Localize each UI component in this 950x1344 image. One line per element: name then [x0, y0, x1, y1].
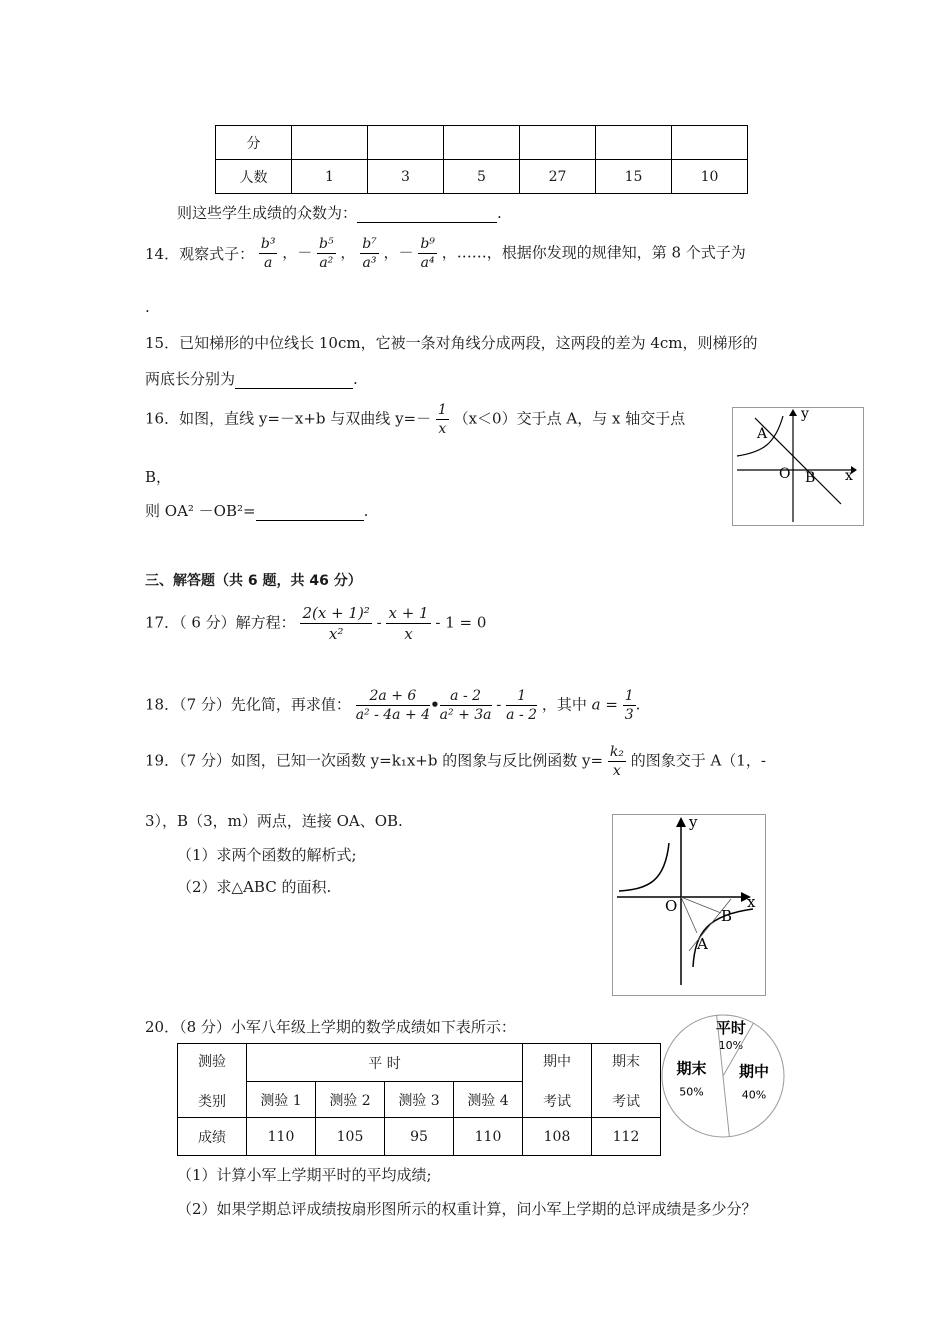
section-heading: 三、解答题（共 6 题，共 46 分）	[145, 573, 362, 589]
table-cell: 27	[520, 160, 596, 194]
table-header: 期末 考试	[592, 1044, 661, 1118]
table-header: 测验 4	[454, 1082, 523, 1118]
pie-slice-label: 期末	[676, 1059, 707, 1078]
answer-blank	[357, 206, 497, 223]
y-axis-label: y	[801, 408, 809, 422]
q19-figure	[612, 814, 766, 996]
table-header: 测验 3	[385, 1082, 454, 1118]
fraction: $\frac{\text{2(x + 1)²}}{\text{x²}}$	[302, 604, 370, 643]
answer-blank	[256, 504, 364, 521]
answer-blank	[235, 372, 353, 389]
table-row-label: 成绩	[178, 1118, 247, 1156]
fraction: $\frac{\text{b³}}{a}$	[260, 236, 276, 271]
table-cell: 10	[672, 160, 748, 194]
table-cell: 108	[523, 1118, 592, 1156]
q20-sub2: （2）如果学期总评成绩按扇形图所示的权重计算，问小军上学期的总评成绩是多少分？	[177, 1200, 757, 1218]
straight-line	[755, 418, 841, 504]
table-cell: 105	[316, 1118, 385, 1156]
table-header: 测验 类别	[178, 1044, 247, 1118]
table-cell: 3	[368, 160, 444, 194]
table-row-label: 分	[216, 126, 292, 160]
pie-slice-label: 期中	[739, 1062, 770, 1081]
fraction: $\frac{\text{b⁹}}{\text{a⁴}}$	[420, 236, 435, 271]
weight-pie-chart	[660, 1012, 790, 1142]
x-axis-label: x	[747, 893, 756, 911]
table-row-label: 人数	[216, 160, 292, 194]
q19-sub2: （2）求△ABC 的面积.	[177, 878, 332, 896]
q13-line: 则这些学生成绩的众数为： .	[177, 204, 502, 222]
q16-figure	[732, 407, 864, 526]
x-axis-label: x	[845, 468, 853, 484]
pie-slice-percent: 40%	[741, 1088, 767, 1102]
point-b-label: B	[805, 470, 816, 486]
q17-line: 17．（ 6 分）解方程： $\frac{\text{2(x + 1)²}}{\text{x²}}$ - $\frac{x + 1}{x}$ - 1 = 0	[145, 604, 487, 643]
y-axis-arrow	[676, 817, 686, 827]
fraction: $\frac{\text{b⁵}}{\text{a²}}$	[319, 236, 334, 271]
table-cell: 1	[292, 160, 368, 194]
hyperbola-branch-upper	[619, 843, 669, 891]
q14-line: 14．观察式子： $\frac{\text{b³}}{a}$ ，－ $\frac{\text{b⁵}}{\text{a²}}$ ， $\frac{\text{b⁷}}{\text{a³}}$ ，－ $\frac{\text{b⁹}}{\text{a⁴}}$ ，……，根据你发现的规律知，第 8 个式子为	[145, 236, 746, 271]
fraction: $\frac{2a + 6}{\text{a² - 4a + 4}}$	[355, 688, 431, 723]
q16-line2: B，	[145, 468, 172, 486]
fraction: $\frac{1}{a - 2}$	[506, 688, 538, 723]
y-axis-arrow	[789, 409, 797, 416]
fraction: $\frac{a - 2}{\text{a² + 3a}}$	[439, 688, 492, 723]
table-header: 测验 1	[247, 1082, 316, 1118]
table-cell: 112	[592, 1118, 661, 1156]
table-cell: 110	[454, 1118, 523, 1156]
fraction: $\frac{1}{3}$	[624, 688, 634, 723]
y-axis-label: y	[689, 815, 698, 831]
q14-end: .	[145, 298, 150, 316]
q16-line1: 16．如图，直线 y=－x+b 与双曲线 y=－ $\frac{1}{x}$ （x＜0）交于点 A，与 x 轴交于点	[145, 402, 686, 437]
table-header: 测验 2	[316, 1082, 385, 1118]
table-cell: 95	[385, 1118, 454, 1156]
q16-line3: 则 OA² －OB²= .	[145, 502, 369, 520]
point-b-label: B	[721, 907, 733, 925]
score-count-table	[215, 125, 748, 194]
linear-inverse-graph	[613, 815, 765, 995]
q20-sub1: （1）计算小军上学期平时的平均成绩;	[177, 1166, 432, 1184]
hyperbola-line-graph	[733, 408, 863, 525]
pie-slice-label: 平时	[715, 1019, 746, 1038]
fraction: $\frac{x + 1}{x}$	[388, 604, 429, 643]
math-score-table	[177, 1043, 661, 1156]
table-cell: 15	[596, 160, 672, 194]
table-header: 期中 考试	[523, 1044, 592, 1118]
fraction: $\frac{1}{x}$	[437, 402, 447, 437]
q20-line1: 20．（8 分）小军八年级上学期的数学成绩如下表所示：	[145, 1018, 516, 1036]
q15-line2: 两底长分别为 .	[145, 370, 358, 388]
origin-label: O	[665, 897, 678, 915]
pie-slice-percent: 50%	[679, 1085, 704, 1099]
table-cell: 110	[247, 1118, 316, 1156]
pie-slice-percent: 10%	[718, 1039, 744, 1053]
q19-line1: 19．（7 分）如图，已知一次函数 y=k₁x+b 的图象与反比例函数 y= $\frac{\text{k₂}}{x}$ 的图象交于 A（1，-	[145, 744, 766, 779]
table-cell: 5	[444, 160, 520, 194]
fraction: $\frac{\text{b⁷}}{\text{a³}}$	[362, 236, 377, 271]
q18-line: 18．（7 分）先化简，再求值： $\frac{2a + 6}{\text{a² - 4a + 4}}$ • $\frac{a - 2}{\text{a² + 3a}}$ - $\frac{1}{a - 2}$ ，其中 a = $\frac{1}{3}$ .	[145, 688, 641, 723]
q19-sub1: （1）求两个函数的解析式;	[177, 846, 357, 864]
fraction: $\frac{\text{k₂}}{x}$	[609, 744, 624, 779]
origin-label: O	[779, 466, 791, 482]
point-a-label: A	[697, 935, 708, 953]
table-header: 平 时	[247, 1044, 523, 1082]
q19-line2: 3），B（3，m）两点，连接 OA、OB.	[145, 812, 403, 830]
point-a-label: A	[757, 426, 768, 442]
q15-line1: 15．已知梯形的中位线长 10cm，它被一条对角线分成两段，这两段的差为 4cm，则梯形的	[145, 334, 758, 352]
